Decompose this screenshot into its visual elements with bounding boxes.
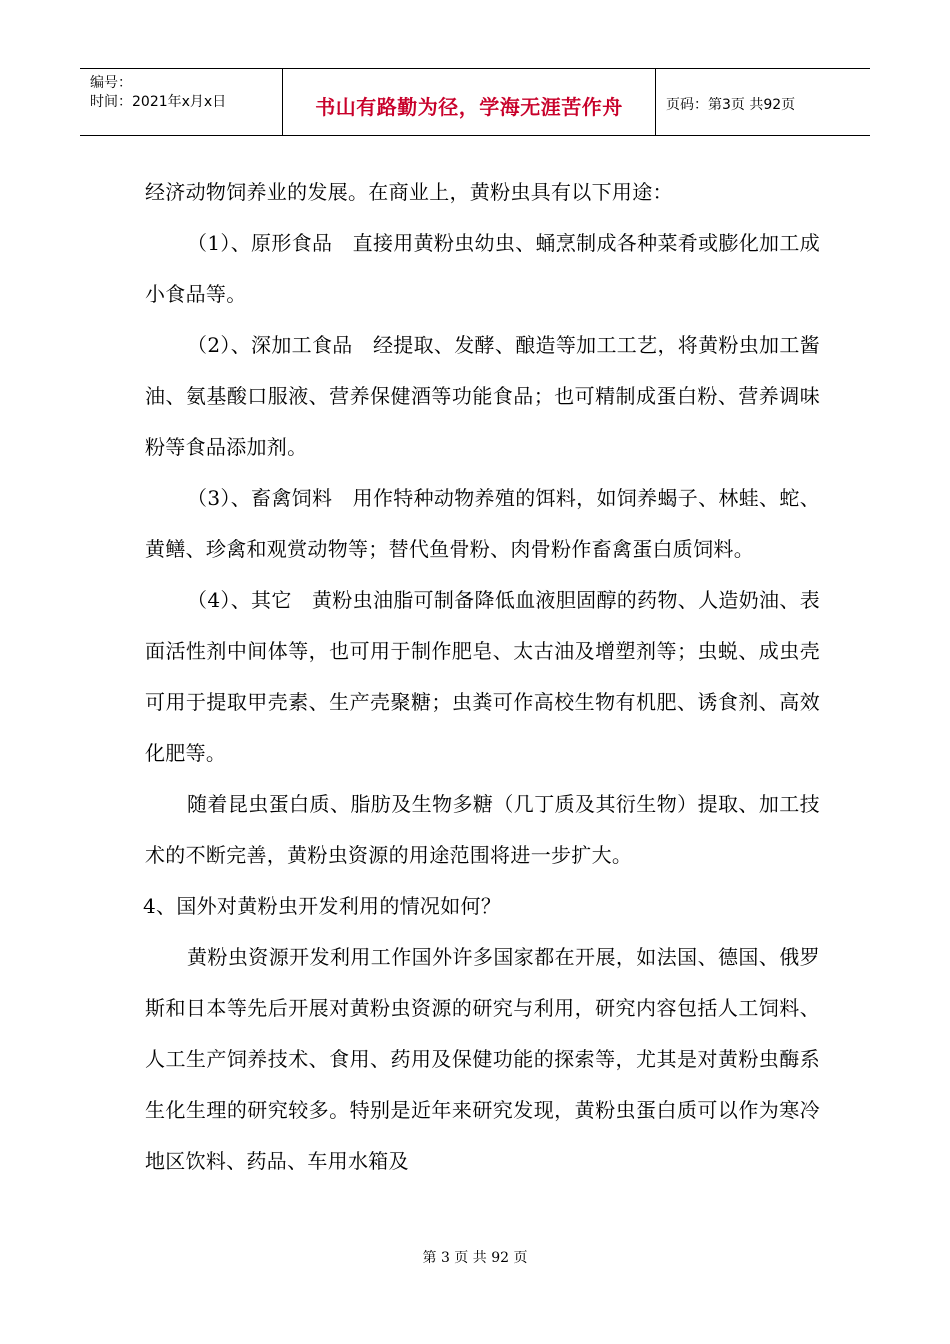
header-left-cell: [80, 69, 283, 135]
paragraph: 随着昆虫蛋白质、脂肪及生物多糖（几丁质及其衍生物）提取、加工技术的不断完善，黄粉虫资源的用途范围将进一步扩大。: [145, 792, 820, 867]
header-page-info: 页码：第3页 共92页: [666, 97, 796, 113]
header-motto: 书山有路勤为径，学海无涯苦作舟: [315, 95, 623, 119]
paragraph: （4）、其它 黄粉虫油脂可制备降低血液胆固醇的药物、人造奶油、表面活性剂中间体等，也可用于制作肥皂、太古油及增塑剂等；虫蜕、成虫壳可用于提取甲壳素、生产壳聚糖；虫粪可作高校生物有机肥、诱食剂、高效化肥等。: [145, 588, 820, 765]
header-page-cell: [656, 69, 870, 135]
paragraph: （3）、畜禽饲料 用作特种动物养殖的饵料，如饲养蝎子、林蛙、蛇、黄鳝、珍禽和观赏动物等；替代鱼骨粉、肉骨粉作畜禽蛋白质饲料。: [145, 486, 820, 561]
document-body: [145, 167, 820, 1187]
paragraph: （2）、深加工食品 经提取、发酵、酿造等加工工艺，将黄粉虫加工酱油、氨基酸口服液、营养保健酒等功能食品；也可精制成蛋白粉、营养调味粉等食品添加剂。: [145, 333, 820, 459]
section-heading: 4、国外对黄粉虫开发利用的情况如何？: [143, 894, 502, 918]
document-time-label: 时间：2021年x月x日: [90, 94, 227, 110]
document-number-label: 编号：: [90, 75, 132, 91]
paragraph: 黄粉虫资源开发利用工作国外许多国家都在开展，如法国、德国、俄罗斯和日本等先后开展对黄粉虫资源的研究与利用，研究内容包括人工饲料、人工生产饲养技术、食用、药用及保健功能的探索等，尤其是对黄粉虫酶系生化生理的研究较多。特别是近年来研究发现，黄粉虫蛋白质可以作为寒冷地区饮料、药品、车用水箱及: [145, 945, 820, 1173]
document-header: [80, 68, 870, 136]
header-motto-cell: [283, 69, 656, 135]
paragraph: 经济动物饲养业的发展。在商业上，黄粉虫具有以下用途：: [145, 180, 673, 204]
paragraph: （1）、原形食品 直接用黄粉虫幼虫、蛹烹制成各种菜肴或膨化加工成小食品等。: [145, 231, 820, 306]
page-footer: 第 3 页 共 92 页: [422, 1250, 528, 1266]
